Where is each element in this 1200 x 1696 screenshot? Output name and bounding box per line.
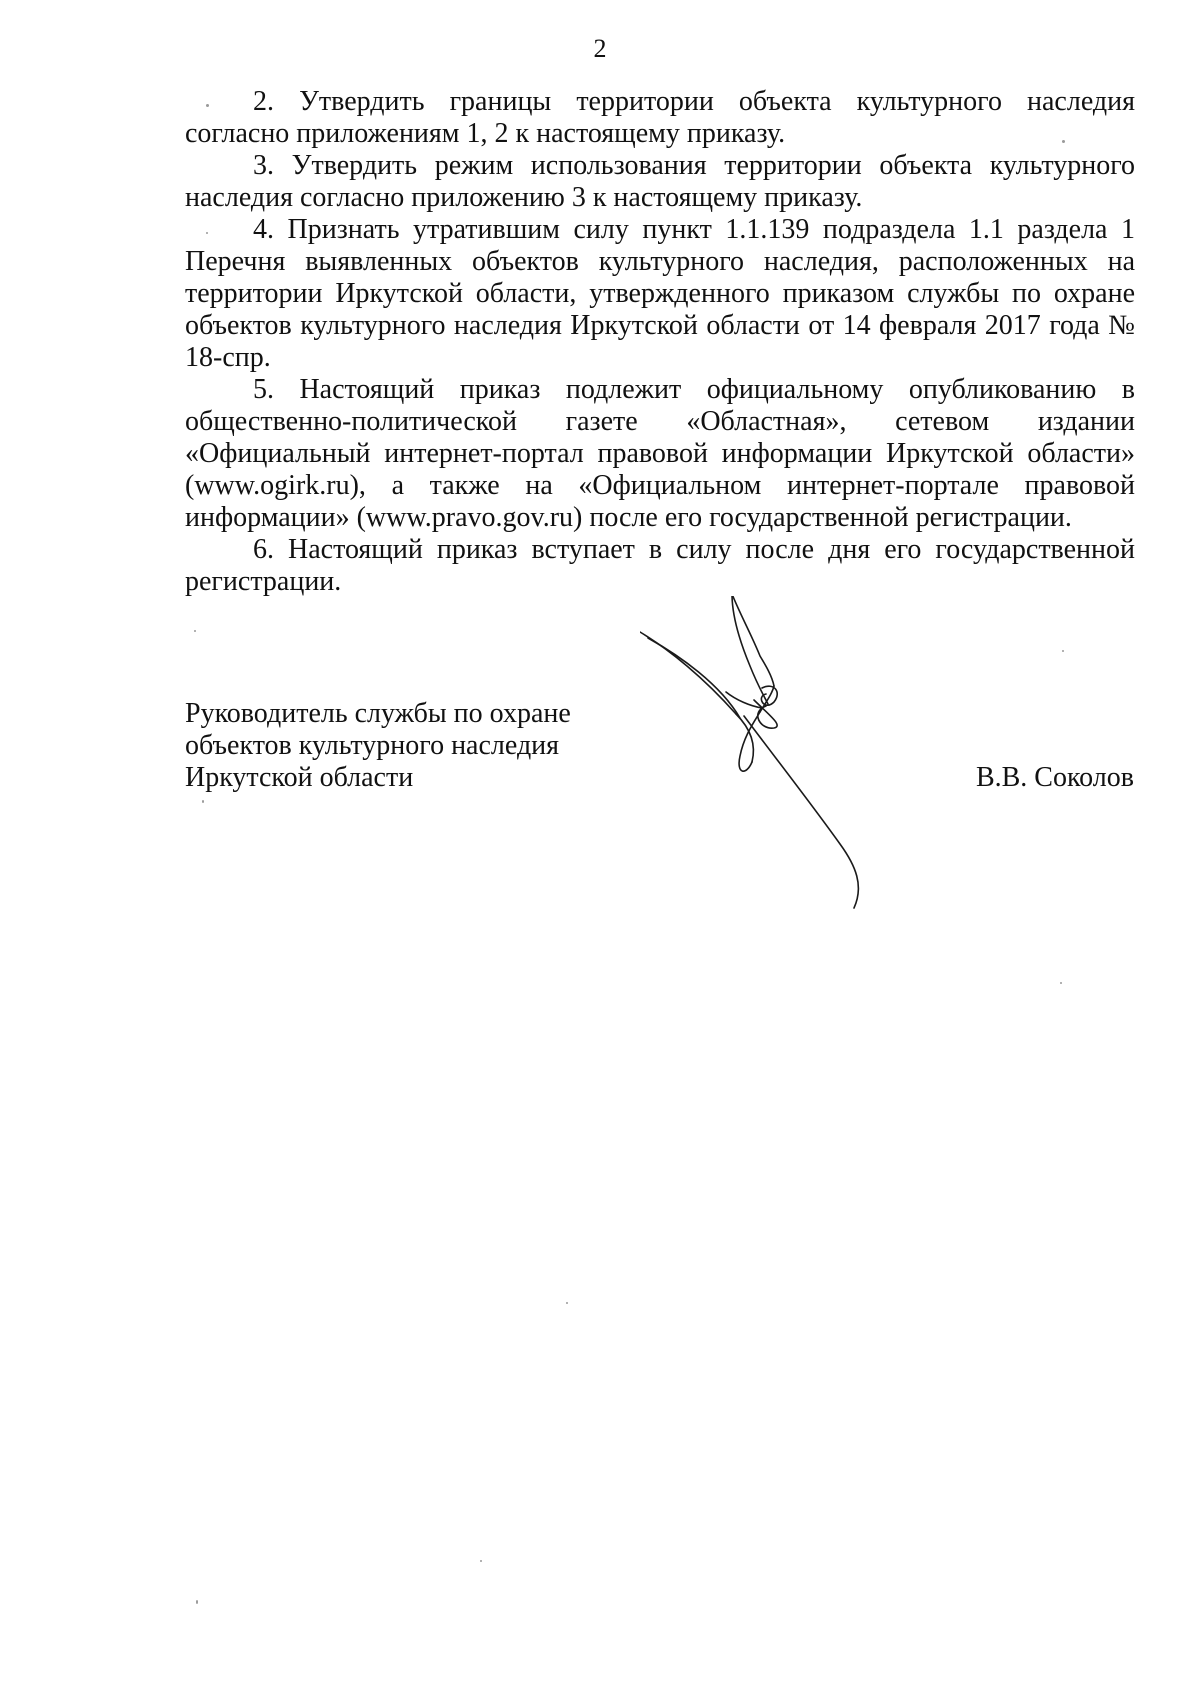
signatory-position-line: объектов культурного наследия (185, 730, 560, 761)
document-body (185, 86, 1135, 598)
scan-speck (1062, 650, 1064, 652)
scan-speck (202, 800, 204, 803)
signatory-name: В.В. Соколов (975, 762, 1134, 793)
paragraph-2-boundaries: 2. Утвердить границы территории объекта культурного наследия согласно приложениям 1, 2 к настоящему приказу. (185, 86, 1135, 149)
paragraph-6-entry-into-force: 6. Настоящий приказ вступает в силу после дня его государственной регистрации. (185, 534, 1135, 597)
scan-speck (194, 630, 196, 632)
paragraph-5-publication: 5. Настоящий приказ подлежит официальному опубликованию в общественно-политической газете «Областная», сетевом издании «Официальный интернет-портал правовой информации Иркутской области» (www.ogirk.ru), а также на «Официальном интернет-портале правовой информации» (www.pravo.gov.ru) после его государственной регистрации. (185, 374, 1135, 533)
scan-speck (206, 104, 209, 107)
paragraph-4-repeal: 4. Признать утратившим силу пункт 1.1.139 подраздела 1.1 раздела 1 Перечня выявленных объектов культурного наследия, расположенных на территории Иркутской области, утвержденного приказом службы по охране объектов культурного наследия Иркутской области от 14 февраля 2017 года № 18-спр. (185, 214, 1135, 373)
scan-speck (566, 1302, 568, 1304)
signatory-position-line: Руководитель службы по охране (185, 698, 571, 729)
scan-speck (196, 1600, 198, 1604)
signatory-position-line: Иркутской области (185, 762, 414, 793)
scan-speck (1060, 982, 1062, 984)
scan-speck (1062, 140, 1065, 143)
scan-speck (206, 232, 208, 234)
scan-speck (480, 1560, 482, 1562)
page-number: 2 (593, 34, 607, 63)
paragraph-3-usage-regime: 3. Утвердить режим использования территории объекта культурного наследия согласно приложению 3 к настоящему приказу. (185, 150, 1135, 213)
signatory-position (185, 698, 571, 794)
handwritten-signature (640, 596, 940, 936)
